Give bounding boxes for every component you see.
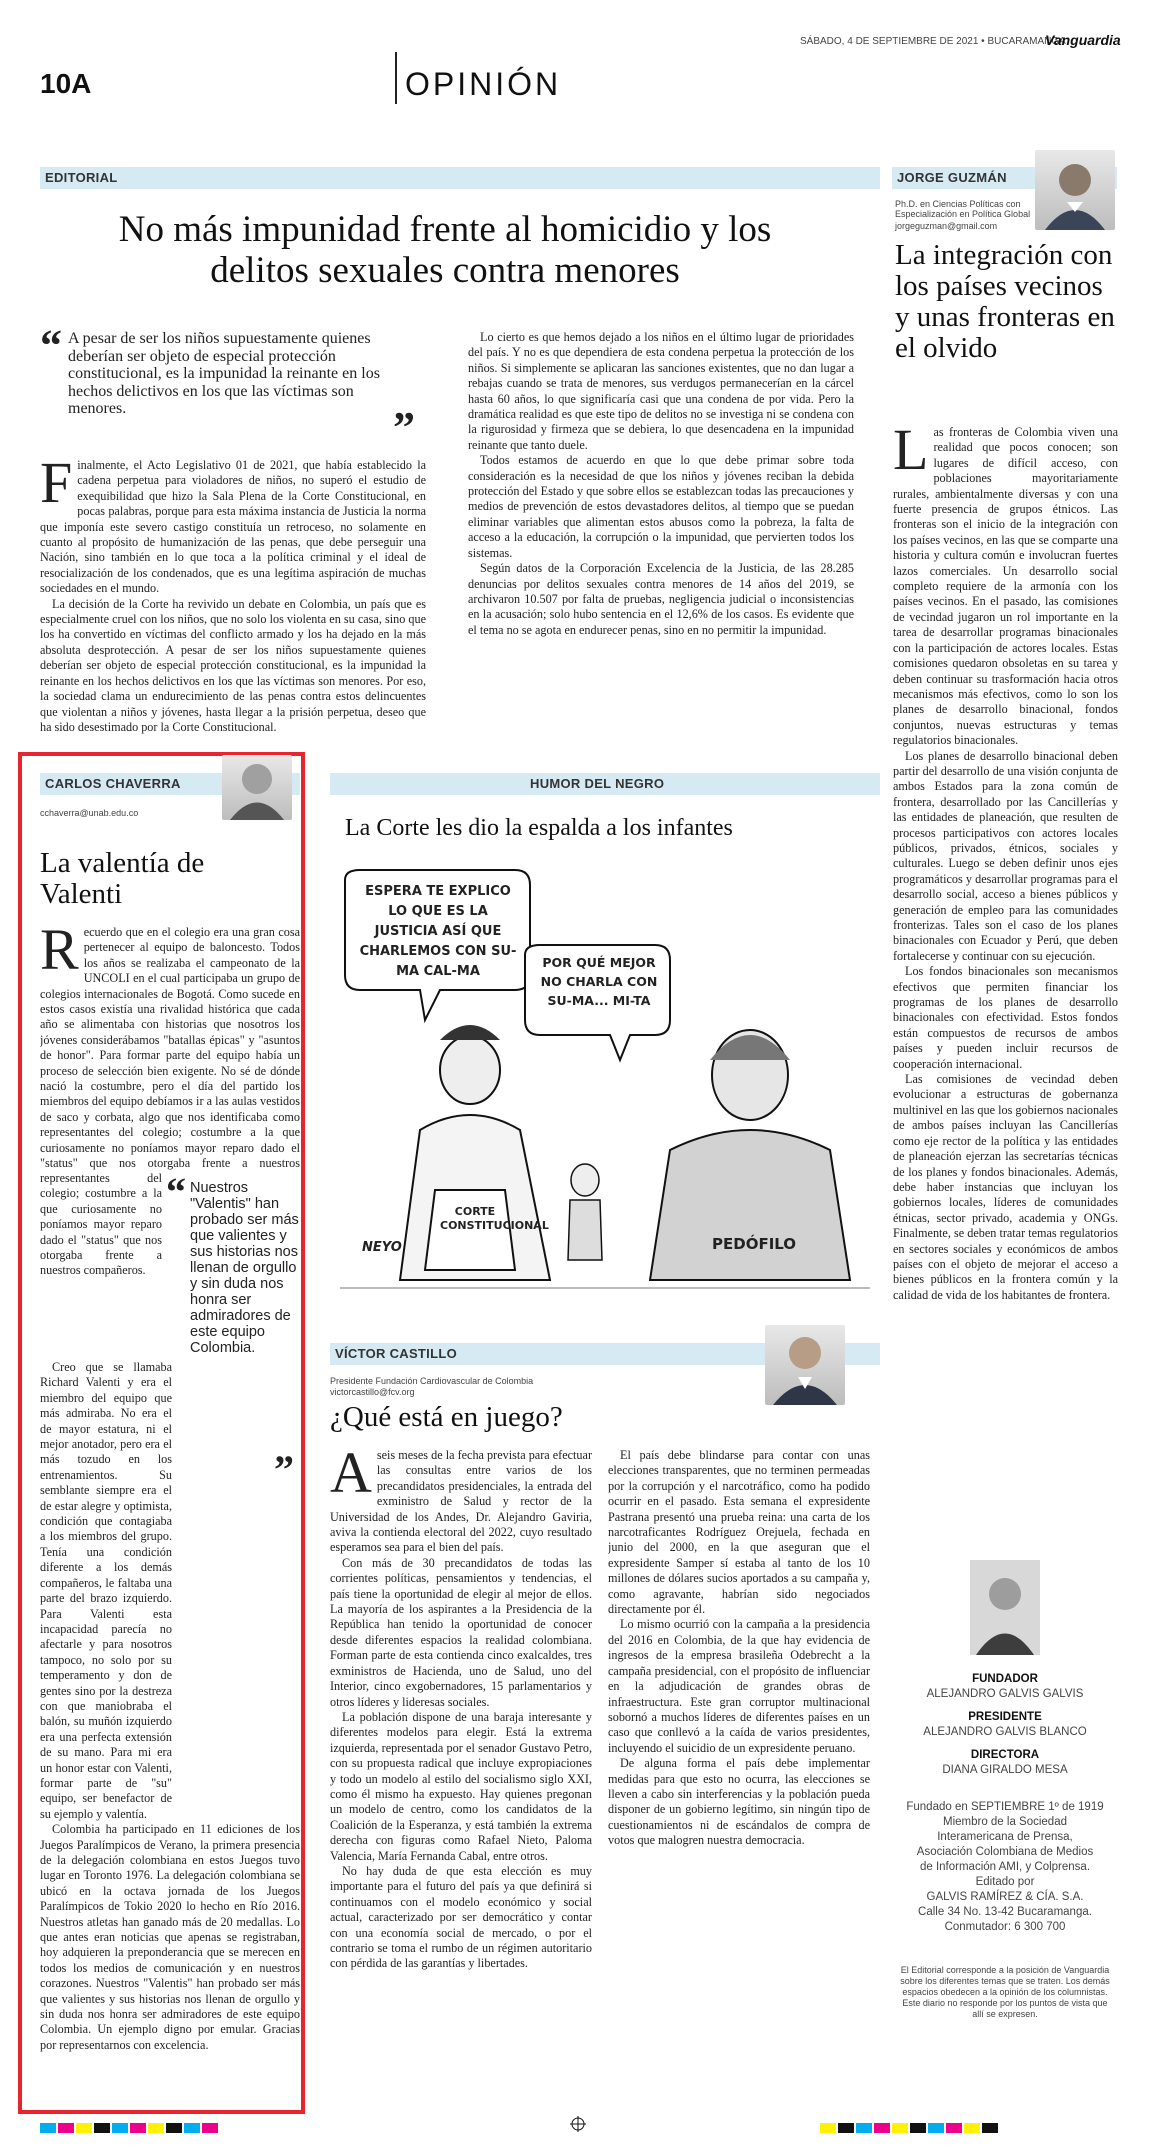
castillo-paragraph: El país debe blindarse para contar con unas elecciones transparentes, que no terminen permeadas por la corrupción y el narcotráfico, como ha podido ocurrir en el pasado. Esta semana el expresidente Pastrana presentó una prueba reina: una carta de los narcotraficantes Rodríguez Orejuela, fechada en junio del 2000, en la que aseguran que el expresidente Samper sí estaba al tanto de los 10 millones de dólares sucios aportados a su campaña y, como agravante, habrían sido negociados directamente por él. <box>608 1448 870 1617</box>
guzman-paragraph: Los planes de desarrollo binacional deben partir del desarrollo de una visión conjunta de ambos Estados para la zona común de frontera, desarrollado por las Cancillerías y las entidades de planeación, que resulten de procesos participativos con actores locales públicos, privados, étnicos, sociales y culturales. Luego se deben definir unos ejes programáticos y desarrollar programas para el desarrollo social, acceso a bienes públicos y generación de empleo para las comunidades fronterizas. Tales son el caso de los planes binacionales con Ecuador y Perú, que deben fortalecerse y continuar con su ejecución. <box>893 748 1118 963</box>
editorial-pullquote <box>40 321 415 452</box>
cartoon-apron-label: CORTE CONSTITUCIONAL <box>440 1205 549 1232</box>
chaverra-pullquote-text: Nuestros "Valentis" han probado ser más que valientes y sus historias nos llenan de orgullo y sin duda nos honra ser admiradores de este equipo Colombia. <box>190 1180 299 1356</box>
masthead <box>880 1672 1130 2020</box>
cartoon-shirt-label: PEDÓFILO <box>712 1235 797 1253</box>
drop-cap: F <box>40 458 73 515</box>
guzman-photo <box>1035 150 1115 230</box>
castillo-title: ¿Qué está en juego? <box>330 1401 563 1433</box>
quote-open-icon: “ <box>166 1169 186 1214</box>
editorial-body-left <box>40 458 426 738</box>
cartoon-signature: NEYO <box>362 1240 402 1255</box>
editorial-body-right <box>468 330 854 738</box>
editorial-paragraph: Lo cierto es que hemos dejado a los niños en el último lugar de prioridades del país. Y no es que dependiera de esta condena perpetua la protección de los niños. Si simplemente se aplicaran las sanciones existentes, que no dan lugar a rebajas cuando se trata de menores, sus verdugos permanecerían en la cárcel hasta 60 años, lo que significaría casi que una condena de por vida. Pero la dramática realidad es que este tipo de delitos no se investiga ni se condena con la rigurosidad y firmeza que se debiera, lo que desencadena en la impunidad reinante que tanto duele. <box>468 330 854 452</box>
fundador-label: FUNDADOR <box>972 1673 1038 1685</box>
editorial-paragraph: Según datos de la Corporación Excelencia de la Justicia, de las 28.285 denuncias por delitos sexuales contra menores de 14 años del 2019, se archivaron 10.507 por falta de pruebas, negligencia judicial o inconsistencias en la acusación; solo hubo sentencia en el 12,6% de los casos. Es evidente que el tema no se agota en endurecer penas, sino en no permitir la impunidad. <box>468 561 854 637</box>
castillo-paragraph: Lo mismo ocurrió con la campaña a la presidencia del 2016 en Colombia, de la que hay evidencia de ingresos de la empresa brasileña Odebrecht a la campaña presidencial, con el propósito de influenciar en la adjudicación de grandes obras de infraestructura. Este gran corruptor multinacional sobornó a muchos líderes de diferentes países en un caso que conllevó a la caída de varios presidentes, incluyendo el suicidio de un expresidente peruano. <box>608 1617 870 1755</box>
miembro-line-2: Asociación Colombiana de Medios de Información AMI, y Colprensa. <box>916 1846 1094 1873</box>
color-registration-bar-right <box>820 2120 1000 2138</box>
presidente-label: PRESIDENTE <box>968 1711 1042 1723</box>
dateline: SÁBADO, 4 DE SEPTIEMBRE DE 2021 • BUCARAMANGA <box>800 36 1066 47</box>
quote-open-icon: “ <box>40 321 62 370</box>
editorial-paragraph: Todos estamos de acuerdo en que lo que debe primar sobre toda consideración es la necesidad de que los niños y jóvenes reciban la debida protección del Estado y que sobre ellos se establezcan todas las precauciones y medios de prevención de estos devastadores delitos, al tiempo que se puedan eliminar variables que alimentan estos abusos como la pobreza, la falta de acceso a la educación, la corrupción o la impunidad, que pervierten todos los sistemas. <box>468 453 854 560</box>
chaverra-paragraph: ecuerdo que en el colegio era una gran cosa pertenecer al equipo de baloncesto. Todos los años se realizaba el campeonato de la UNCOLI en el cual participaba un grupo de colegios internacionales de Bogotá. Como sucede en estos casos existía una rivalidad histórica que cada año se alimentaba con historias que nosotros los jóvenes considerábamos "batallas épicas" y "asuntos de honor". Para formar parte del equipo había un proceso de selección bien exigente. No sé de dónde nació la costumbre, pero el día del partido los miembros del equipo debíamos ir a las aulas vestidos de saco y corbata, algo que nos identificaba como representantes del colegio; costumbre a la que curiosamente no poníamos mayor reparo dado el "status" que nos otorgaba frente a nuestros <box>40 925 300 1171</box>
color-registration-bar-left <box>40 2120 220 2138</box>
page-number: 10A <box>40 68 92 99</box>
castillo-label: VÍCTOR CASTILLO <box>335 1346 457 1361</box>
guzman-body <box>893 425 1118 1505</box>
fundado-line: Fundado en SEPTIEMBRE 1º de 1919 <box>906 1801 1104 1813</box>
chaverra-portrait-icon <box>222 755 292 820</box>
castillo-email: victorcastillo@fcv.org <box>330 1387 415 1397</box>
miembro-line-1: Miembro de la Sociedad Interamericana de Prensa, <box>937 1816 1073 1843</box>
header-divider <box>395 52 397 104</box>
drop-cap: R <box>40 925 79 982</box>
editorial-title: No más impunidad frente al homicidio y los delitos sexuales contra menores <box>118 209 772 291</box>
brand-logo: Vanguardia <box>1045 32 1121 48</box>
guzman-paragraph: Los fondos binacionales son mecanismos efectivos que permiten financiar los programas de los planes de desarrollo binacionales con efectividad. Estos fondos están compuestos de recursos de ambos países y pueden incluir recursos de cooperación internacional. <box>893 964 1118 1071</box>
registration-mark-icon <box>570 2116 586 2132</box>
chaverra-paragraph: Creo que se llamaba Richard Valenti y era el miembro del equipo que más admiraba. No era el de mayor estatura, ni el mejor anotador, pero era el más tozudo en los entrenamientos. Su semblante siempre era el de estar alegre y optimista, condición que contagiaba a los miembros del grupo. Tenía una condición diferente a los demás compañeros, le faltaba una parte del brazo izquierdo. Para Valenti esta incapacidad parecía no afectarle y para nosotros tampoco, no solo por su temperamento y don de gentes sino por la destreza con que maniobraba el balón, su muñón izquierdo era una perfecta extensión de su mano. Para mi era un honor estar con Valenti, formar parte de "su" equipo, ser benefactor de su ejemplo y valentía. <box>40 1360 172 1821</box>
guzman-label: JORGE GUZMÁN <box>897 170 1007 185</box>
guzman-portrait-icon <box>1035 150 1115 230</box>
guzman-title: La integración con los países vecinos y unas fronteras en el olvido <box>895 239 1115 364</box>
castillo-paragraph: seis meses de la fecha prevista para efectuar las consultas entre varios de los precandidatos presidenciales, la entrada del exministro de Salud y rector de la Universidad de los Andes, Dr. Alejandro Gaviria, aviva la contienda electoral del 2022, cuyo resultado esperamos sea para el bien del país. <box>330 1448 592 1555</box>
humor-label: HUMOR DEL NEGRO <box>530 776 665 791</box>
guzman-bio: Ph.D. en Ciencias Políticas con Especialización en Política Global <box>895 199 1031 219</box>
chaverra-label: CARLOS CHAVERRA <box>45 776 181 791</box>
conmutador-line: Conmutador: 6 300 700 <box>944 1921 1066 1933</box>
direccion-line: Calle 34 No. 13-42 Bucaramanga. <box>918 1906 1092 1918</box>
editorial-paragraph: La decisión de la Corte ha revivido un debate en Colombia, un país que es especialmente cruel con los niños, que no solo los violenta en su casa, sino que los ha convertido en víctimas del conflicto armado y los ha dejado en la más absoluta desprotección. A pesar de ser los niños supuestamente quienes deberían ser objeto de especial protección constitucional, es la impunidad la reinante en los hechos delictivos en los que las víctimas son menores. Por eso, la sociedad clama un endurecimiento de las penas contra estos delincuentes que violentan a niños y jóvenes, hasta llegar a la prisión perpetua, deseo que ha sido desestimado por la Corte Constitucional. <box>40 596 426 734</box>
editorial-label-bar <box>40 167 880 189</box>
chaverra-body-bottom <box>40 1360 300 2100</box>
humor-title: La Corte les dio la espalda a los infantes <box>345 815 733 841</box>
cartoon-bubble-2: POR QUÉ MEJOR NO CHARLA CON SU-MA... MI-TA <box>540 955 658 1008</box>
founder-portrait-icon <box>970 1560 1040 1655</box>
castillo-paragraph: No hay duda de que esta elección es muy importante para el futuro del país ya que definirá si continuamos con el modelo económico y social actual, caracterizado por ser democrático y contar con una economía social de mercado, o por el contrario se toma el rumbo de un régimen autoritario con pérdida de las garantías y libertades. <box>330 1863 592 1971</box>
chaverra-title: La valentía de Valenti <box>40 847 205 910</box>
guzman-email: jorgeguzman@gmail.com <box>895 221 998 231</box>
quote-close-icon: ” <box>393 402 415 452</box>
castillo-portrait-icon <box>765 1325 845 1405</box>
editado-label: Editado por <box>975 1876 1035 1888</box>
chaverra-email: cchaverra@unab.edu.co <box>40 808 139 818</box>
drop-cap: A <box>330 1448 372 1505</box>
editor-name: GALVIS RAMÍREZ & CÍA. S.A. <box>926 1891 1084 1903</box>
chaverra-photo <box>222 755 292 820</box>
guzman-paragraph: as fronteras de Colombia viven una realidad que pocos conocen; son lugares de difícil acceso, con poblaciones mayoritariamente rurales, ambientalmente diversas y con una fuerte presencia de grupos étnicos. Las fronteras son el inicio de la integración con los países vecinos, en las que se comparte una historia y cultura común e involucran fuertes lazos comerciales. Un desarrollo social completo requiere de la armonía con los países vecinos. En el pasado, las comisiones de vecindad jugaron un rol importante en la tarea de desarrollar programas binacionales con la participación de actores locales. Estas comisiones quedaron obsoletas en su tarea y deben continuar su trasformación hacia otros mecanismos más efectivos, como lo son los planes de desarrollo binacional, fondos conjuntos, nuevas estructuras y temas regulatorios binacionales. <box>893 425 1118 748</box>
editorial-label: EDITORIAL <box>45 170 118 185</box>
cartoon <box>330 860 880 1305</box>
founder-photo <box>970 1560 1040 1655</box>
cartoon-bubble-1: ESPERA TE EXPLICO LO QUE ES LA JUSTICIA ASÍ QUE CHARLEMOS CON SU-MA CAL-MA <box>359 884 517 979</box>
castillo-body-left <box>330 1448 592 2108</box>
guzman-paragraph: Las comisiones de vecindad deben evolucionar a estructuras de gobernanza multinivel en las que los gobiernos nacionales de ambos países incluyan las Cancillerías como eje rector de la política y las entidades de planeación ejerzan las secretarías técnicas de los planes y fondos binacionales. Además, debe haber instancias que incluyan los gobiernos locales, líderes de comunidades étnicas, sector privado, academia y ONGs. Finalmente, se deben tratar temas regulatorios en sectores sociales y económicos de ambos países con el objeto de mejorar el acceso a bienes públicos en la frontera común y la calidad de vida de los habitantes de frontera. <box>893 1072 1118 1302</box>
chaverra-paragraph: Colombia ha participado en 11 ediciones de los Juegos Paralímpicos de Verano, la primera presencia de la delegación colombiana en estos Juegos tuvo lugar en Toronto 1976. La delegación colombiana se ubicó en la octava jornada de los Juegos Paralímpicos de Tokio 2020 lo hecho en Río 2016. Nuestros atletas han ganado más de 20 medallas. Lo que antes eran noticias que apenas se registraban, hoy adquieren la preponderancia que se merecen en todos los medios de comunicación y en nuestros corazones. Nuestros "Valentis" han probado ser más que valientes y sus historias nos llenan de orgullo y sin duda nos honra ser admiradores de este equipo Colombia. Un ejemplo digno por emular. Gracias por representarnos con excelencia. <box>40 1822 300 2052</box>
drop-cap: L <box>893 425 929 482</box>
section-title: OPINIÓN <box>405 66 562 102</box>
presidente-name: ALEJANDRO GALVIS BLANCO <box>923 1726 1087 1738</box>
chaverra-body-top <box>40 925 300 1171</box>
castillo-photo <box>765 1325 845 1405</box>
editorial-pullquote-text: A pesar de ser los niños supuestamente quienes deberían ser objeto de especial protección constitucional, es la impunidad la reinante en los hechos delictivos en los que las víctimas son menores. <box>68 330 380 417</box>
chaverra-paragraph: representantes del colegio; costumbre a la que curiosamente no poníamos mayor reparo dado el "status" que nos otorgaba frente a nuestros compañeros. <box>40 1171 162 1278</box>
directora-name: DIANA GIRALDO MESA <box>942 1764 1068 1776</box>
directora-label: DIRECTORA <box>970 1749 1040 1761</box>
castillo-body-right <box>608 1448 870 2108</box>
quote-close-icon: ” <box>274 1447 294 1492</box>
castillo-paragraph: Con más de 30 precandidatos de todas las corrientes políticas, pensamientos y tendencias, el país tiene la oportunidad de elegir al mejor de ellos. La mayoría de los aspirantes a la Presidencia de la República han tenido la oportunidad de conocer desde diferentes espacios la realidad colombiana. Forman parte de esta contienda cinco exalcaldes, tres exministros de Hacienda, uno de Salud, uno del Interior, cinco exgobernadores, 15 parlamentarios y otros líderes y lideresas sociales. <box>330 1555 592 1709</box>
castillo-paragraph: La población dispone de una baraja interesante y diferentes modelos para elegir. Está la extrema izquierda, representada por el senador Gustavo Petro, con su propuesta radical que incluye expropiaciones y todo un modelo al estilo del socialismo siglo XXI, como él mismo ha expuesto. Hay quienes pregonan un modelo de centro, como los candidatos de la Coalición de la Esperanza, y está también la extrema derecha con figuras como Rafael Nieto, Paloma Valencia, María Fernanda Cabal, entre otros. <box>330 1709 592 1863</box>
castillo-paragraph: De alguna forma el país debe implementar medidas para que esto no ocurra, las elecciones se lleven a cabo sin interferencias y la población pueda disponer de un gobierno legítimo, sin ningún tipo de cuestionamientos ni de escándalos de compra de votos que malogren nuestra democracia. <box>608 1756 870 1848</box>
castillo-bio: Presidente Fundación Cardiovascular de Colombia <box>330 1376 534 1386</box>
fundador-name: ALEJANDRO GALVIS GALVIS <box>926 1688 1084 1700</box>
disclaimer: El Editorial corresponde a la posición de Vanguardia sobre los diferentes temas que se traten. Los demás espacios obedecen a la opinión de los columnistas. Este diario no responde por los puntos de vista que allí se expresen. <box>900 1965 1110 2019</box>
editorial-paragraph: inalmente, el Acto Legislativo 01 de 2021, que había establecido la cadena perpetua para violadores de niños, no superó el estudio de exequibilidad que hizo la Sala Plena de la Corte Constitucional, en pocas palabras, porque para esta máxima instancia de Justicia la norma que imponía este severo castigo constituía un retroceso, no solamente en cuanto al propósito de humanización de las penas, que debe perseguir una Nación, sino también en lo que toca a la política criminal y el ideal de resocialización de los condenados, que es una legítima aspiración de muchas sociedades en el mundo. <box>40 458 426 596</box>
